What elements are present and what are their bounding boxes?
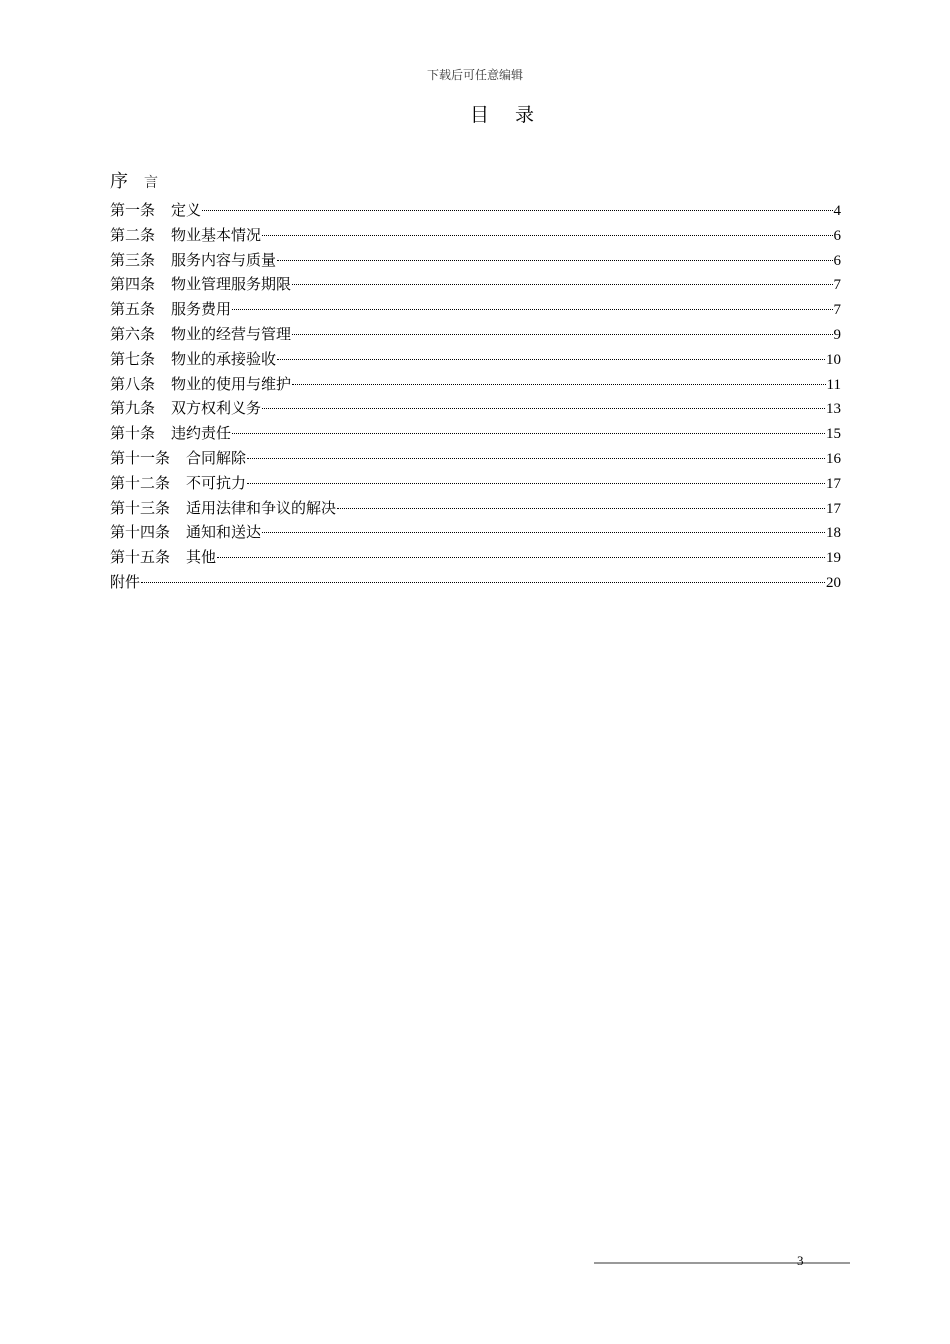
toc-entry-page: 19 xyxy=(826,550,841,567)
toc-entry-number: 第十五条 xyxy=(110,548,171,567)
toc-list xyxy=(110,198,841,595)
toc-entry[interactable] xyxy=(110,248,841,273)
toc-leader-dots xyxy=(262,234,832,236)
toc-leader-dots xyxy=(217,556,825,558)
toc-entry-number: 第二条 xyxy=(110,225,156,244)
toc-entry-page: 7 xyxy=(833,277,841,294)
toc-entry-title: 通知和送达 xyxy=(186,523,262,542)
toc-entry[interactable] xyxy=(110,272,841,297)
preface-heading[interactable] xyxy=(110,167,158,193)
toc-entry[interactable] xyxy=(110,545,841,570)
toc-entry-title: 物业的经营与管理 xyxy=(171,324,292,343)
toc-entry[interactable] xyxy=(110,297,841,322)
toc-entry-page: 15 xyxy=(826,426,841,443)
toc-entry-number: 第十二条 xyxy=(110,473,171,492)
toc-entry-page: 4 xyxy=(833,203,841,219)
toc-entry[interactable] xyxy=(110,446,841,471)
toc-entry[interactable] xyxy=(110,396,841,421)
toc-entry-page: 10 xyxy=(826,351,841,368)
toc-leader-dots xyxy=(202,209,832,211)
page-number: 3 xyxy=(797,1253,804,1268)
footer-rule xyxy=(594,1262,850,1264)
toc-entry-number: 第八条 xyxy=(110,374,156,393)
toc-entry[interactable] xyxy=(110,496,841,521)
toc-entry-number: 第四条 xyxy=(110,275,156,294)
toc-entry-number: 第七条 xyxy=(110,349,156,368)
toc-entry-number: 第六条 xyxy=(110,324,156,343)
toc-entry-page: 9 xyxy=(833,326,841,343)
toc-entry[interactable] xyxy=(110,520,841,545)
toc-entry-page: 16 xyxy=(826,450,841,467)
toc-leader-dots xyxy=(292,333,832,335)
toc-entry-appendix[interactable] xyxy=(110,570,841,595)
toc-entry-title: 合同解除 xyxy=(186,448,247,467)
toc-title: 目录 xyxy=(469,104,560,126)
toc-entry-title: 违约责任 xyxy=(171,424,232,443)
toc-leader-dots xyxy=(262,407,825,409)
toc-leader-dots xyxy=(292,283,832,285)
toc-leader-dots xyxy=(232,308,832,310)
toc-entry-page: 6 xyxy=(833,227,841,244)
toc-entry-number: 附件 xyxy=(110,572,141,591)
toc-leader-dots xyxy=(337,507,825,509)
toc-entry-number: 第三条 xyxy=(110,250,156,269)
toc-entry-title: 不可抗力 xyxy=(186,473,247,492)
toc-leader-dots xyxy=(141,581,825,583)
toc-entry-page: 6 xyxy=(833,252,841,269)
toc-entry-title: 其他 xyxy=(186,548,217,567)
toc-entry-page: 18 xyxy=(826,525,841,542)
toc-entry-title: 定义 xyxy=(171,201,202,219)
toc-leader-dots xyxy=(247,457,825,459)
toc-entry-page: 17 xyxy=(826,500,841,517)
toc-entry-title: 物业的使用与维护 xyxy=(171,374,292,393)
toc-leader-dots xyxy=(232,432,825,434)
toc-entry[interactable] xyxy=(110,223,841,248)
toc-entry-title: 物业管理服务期限 xyxy=(171,275,292,294)
header-note: 下载后可任意编辑 xyxy=(426,68,523,82)
toc-entry-title: 物业的承接验收 xyxy=(171,349,277,368)
toc-leader-dots xyxy=(262,531,825,533)
toc-entry-number: 第一条 xyxy=(110,201,156,219)
toc-entry-number: 第十条 xyxy=(110,424,156,443)
toc-entry-number: 第十一条 xyxy=(110,448,171,467)
toc-leader-dots xyxy=(247,482,825,484)
toc-entry-page: 20 xyxy=(826,574,841,591)
toc-entry-page: 17 xyxy=(826,475,841,492)
toc-entry-title: 双方权利义务 xyxy=(171,399,262,418)
toc-entry-number: 第九条 xyxy=(110,399,156,418)
preface-char-2: 言 xyxy=(144,175,158,191)
toc-entry[interactable] xyxy=(110,421,841,446)
toc-entry-page: 11 xyxy=(826,376,841,393)
toc-entry-page: 13 xyxy=(826,401,841,418)
toc-entry-page: 7 xyxy=(833,302,841,319)
toc-entry[interactable] xyxy=(110,322,841,347)
toc-entry[interactable] xyxy=(110,347,841,372)
toc-entry-number: 第十四条 xyxy=(110,523,171,542)
toc-entry[interactable] xyxy=(110,471,841,496)
toc-entry-number: 第五条 xyxy=(110,300,156,319)
toc-entry-title: 适用法律和争议的解决 xyxy=(186,498,337,517)
toc-leader-dots xyxy=(292,383,826,385)
toc-entry-title: 服务费用 xyxy=(171,300,232,319)
toc-entry-title: 物业基本情况 xyxy=(171,225,262,244)
toc-entry-number: 第十三条 xyxy=(110,498,171,517)
toc-entry-title: 服务内容与质量 xyxy=(171,250,277,269)
toc-leader-dots xyxy=(277,259,832,261)
toc-leader-dots xyxy=(277,358,825,360)
toc-entry[interactable] xyxy=(110,198,841,223)
toc-entry[interactable] xyxy=(110,372,841,397)
preface-char-1: 序 xyxy=(110,171,128,192)
